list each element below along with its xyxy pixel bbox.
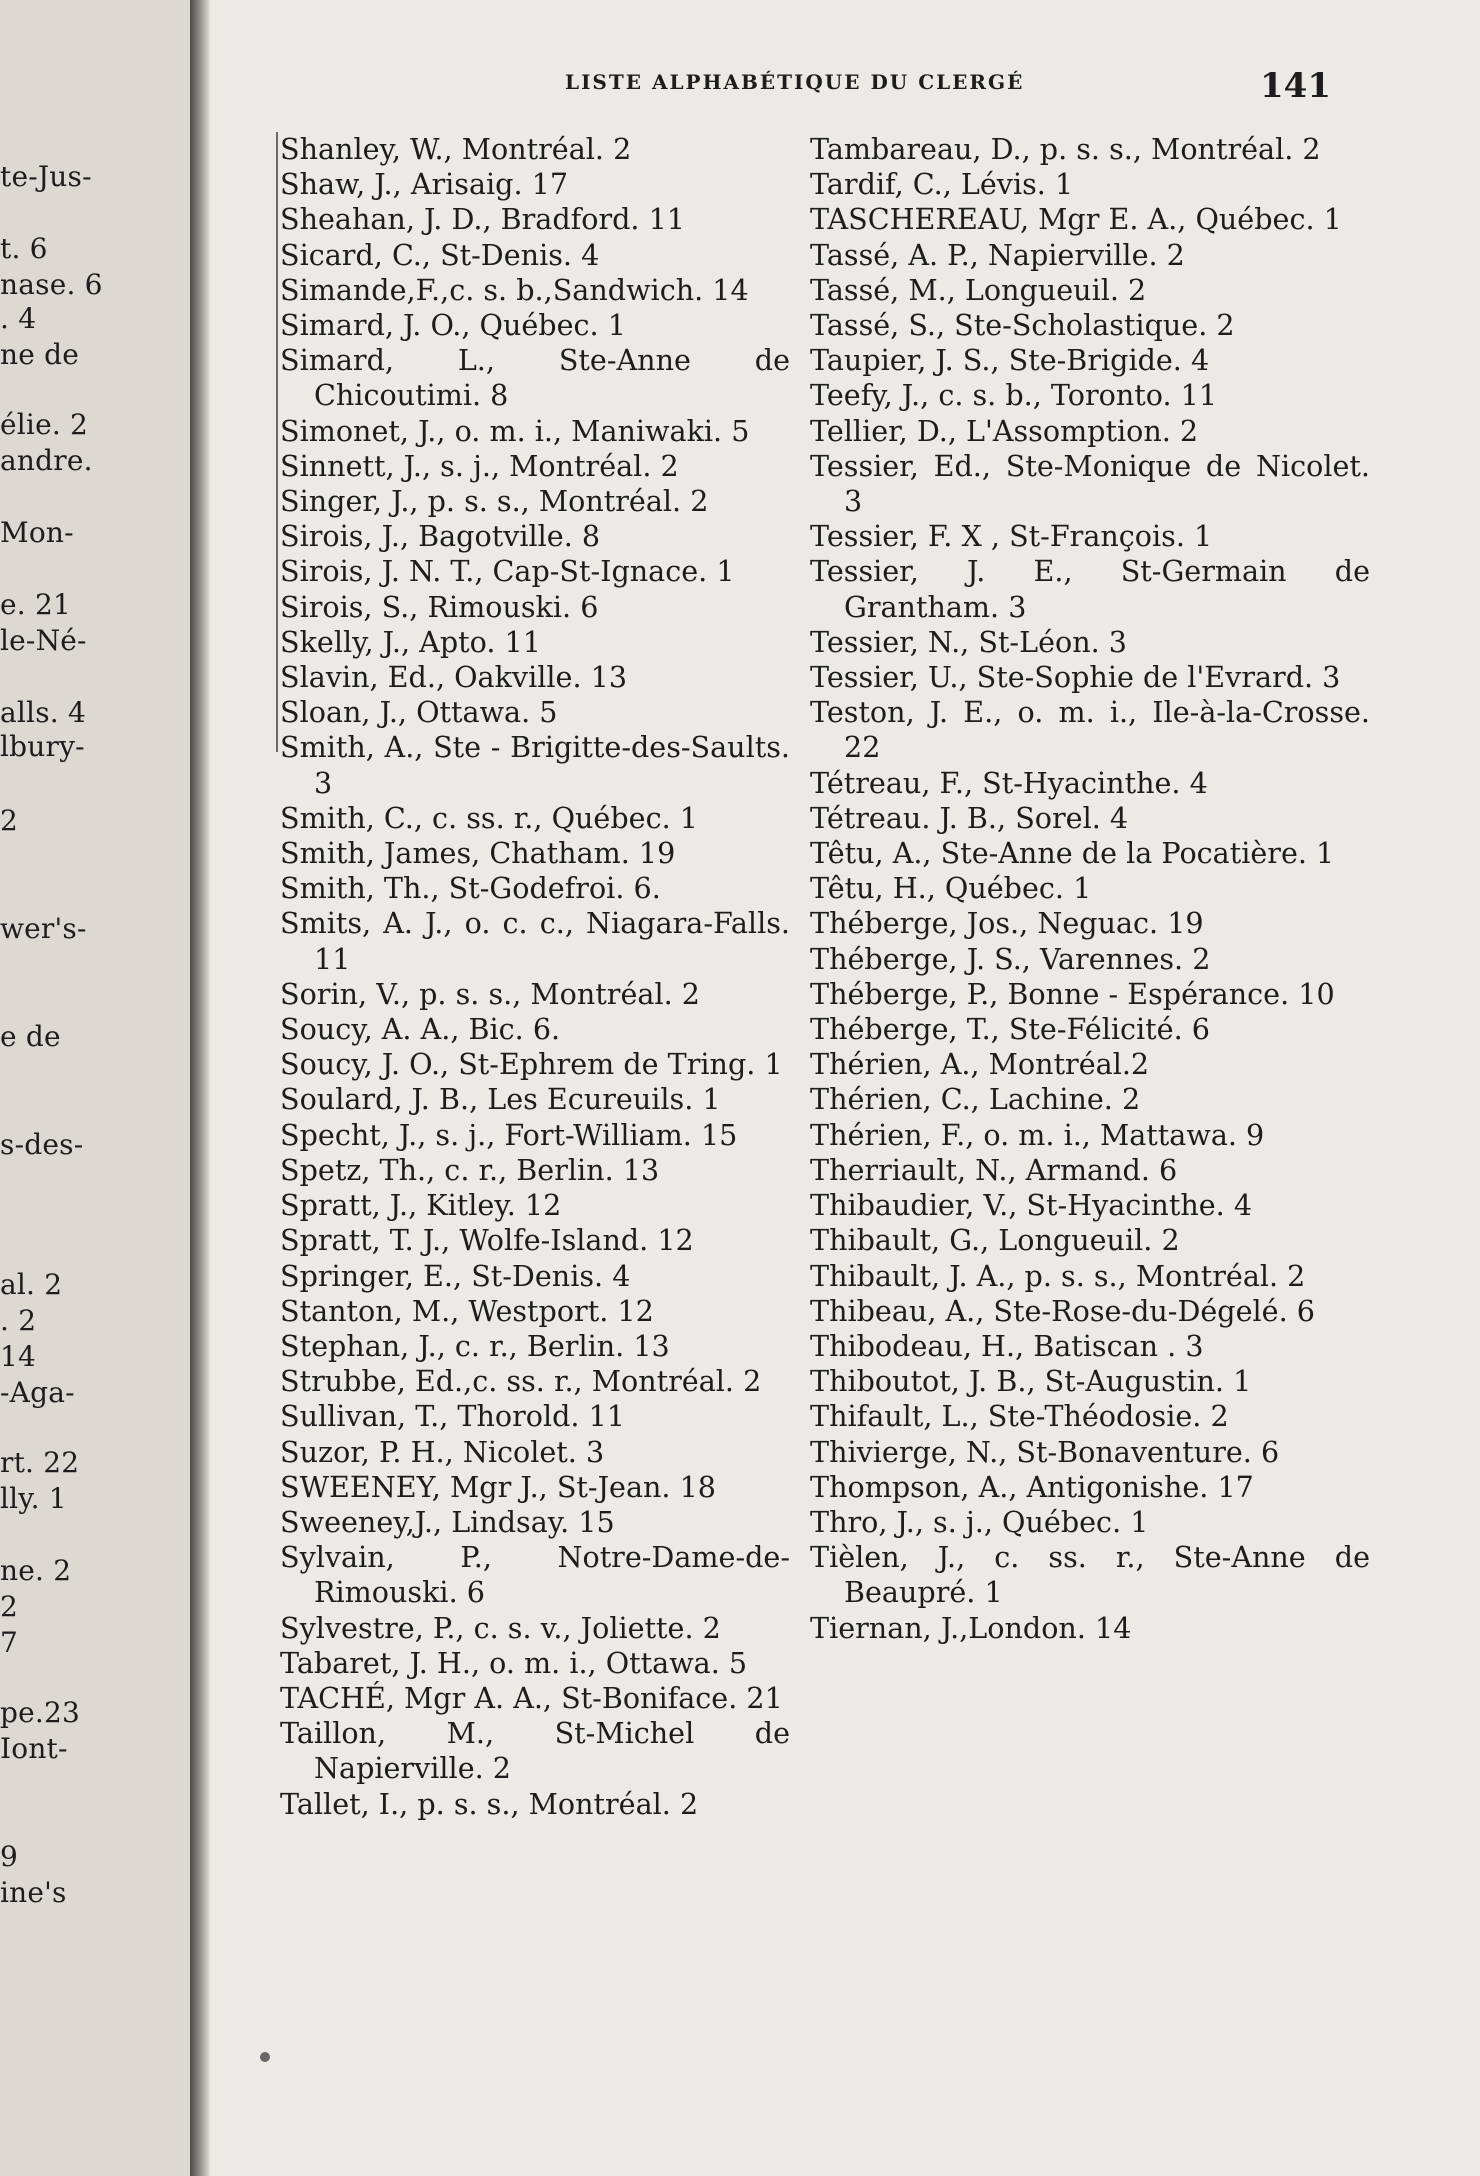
running-head: LISTE ALPHABÉTIQUE DU CLERGÉ: [565, 70, 1025, 94]
directory-entry: Spratt, J., Kitley. 12: [280, 1188, 562, 1223]
directory-entry: Tessier, N., St-Léon. 3: [810, 624, 1128, 659]
directory-entry: Sheahan, J. D., Bradford. 11: [280, 202, 685, 237]
facing-page-text: s-des-: [0, 1128, 84, 1161]
directory-entry: Tiernan, J.,London. 14: [810, 1610, 1132, 1645]
directory-entry: Théberge, T., Ste-Félicité. 6: [810, 1012, 1210, 1047]
document-page: [210, 0, 1480, 2176]
directory-entry: Strubbe, Ed.,c. ss. r., Montréal. 2: [280, 1364, 762, 1399]
facing-page-text: 7: [0, 1626, 19, 1659]
directory-entry: Spratt, T. J., Wolfe-Island. 12: [280, 1223, 694, 1258]
directory-entry: Tassé, A. P., Napierville. 2: [810, 237, 1185, 272]
directory-entry: Thibault, G., Longueuil. 2: [810, 1223, 1180, 1258]
directory-entry: Thibaudier, V., St-Hyacinthe. 4: [810, 1188, 1253, 1223]
directory-entry: Smith, Th., St-Godefroi. 6.: [280, 871, 661, 906]
directory-entry: Thibault, J. A., p. s. s., Montréal. 2: [810, 1258, 1306, 1293]
directory-entry: Thiboutot, J. B., St-Augustin. 1: [810, 1364, 1252, 1399]
directory-entry: Smits, A. J., o. c. c., Niagara-Falls. 11: [280, 906, 790, 976]
directory-entry: Thro, J., s. j., Québec. 1: [810, 1504, 1149, 1539]
directory-entry: Soulard, J. B., Les Ecureuils. 1: [280, 1082, 721, 1117]
directory-entry: Taillon, M., St-Michel de Napierville. 2: [280, 1716, 790, 1786]
directory-entry: Thérien, C., Lachine. 2: [810, 1082, 1141, 1117]
facing-page-text: wer's-: [0, 912, 87, 945]
directory-entry: Sullivan, T., Thorold. 11: [280, 1399, 625, 1434]
directory-entry: TACHÉ, Mgr A. A., St-Boniface. 21: [280, 1680, 783, 1715]
directory-entry: Tessier, Ed., Ste-Monique de Nicolet. 3: [810, 448, 1370, 519]
directory-entry: Thompson, A., Antigonishe. 17: [810, 1469, 1254, 1504]
directory-entry: Tétreau. J. B., Sorel. 4: [810, 800, 1129, 835]
directory-entry: Spetz, Th., c. r., Berlin. 13: [280, 1152, 660, 1187]
directory-entry: Sirois, S., Rimouski. 6: [280, 589, 599, 624]
directory-entry: Teston, J. E., o. m. i., Ile-à-la-Crosse. 22: [810, 695, 1370, 765]
directory-entry: Smith, James, Chatham. 19: [280, 836, 676, 871]
facing-page-text: al. 2: [0, 1268, 63, 1301]
directory-entry: Tessier, F. X , St-François. 1: [810, 519, 1213, 554]
directory-entry: Tardif, C., Lévis. 1: [810, 167, 1074, 202]
facing-page-text: -Aga-: [0, 1376, 75, 1409]
directory-entry: Sylvestre, P., c. s. v., Joliette. 2: [280, 1610, 721, 1645]
directory-entry: Sweeney,J., Lindsay. 15: [280, 1504, 615, 1539]
directory-entry: Sloan, J., Ottawa. 5: [280, 695, 558, 730]
directory-entry: SWEENEY, Mgr J., St-Jean. 18: [280, 1469, 716, 1504]
right-column: [810, 132, 1370, 1646]
directory-entry: Skelly, J., Apto. 11: [280, 624, 541, 659]
directory-entry: Simard, L., Ste-Anne de Chicoutimi. 8: [280, 343, 790, 413]
directory-entry: Théberge, J. S., Varennes. 2: [810, 941, 1211, 976]
directory-entry: Slavin, Ed., Oakville. 13: [280, 660, 628, 695]
directory-entry: Singer, J., p. s. s., Montréal. 2: [280, 484, 709, 519]
directory-entry: Thibodeau, H., Batiscan . 3: [810, 1328, 1204, 1363]
facing-page-text: 2: [0, 804, 19, 837]
facing-page-text: rt. 22: [0, 1446, 80, 1479]
margin-rule: [276, 132, 278, 752]
directory-entry: Specht, J., s. j., Fort-William. 15: [280, 1117, 738, 1152]
directory-entry: Suzor, P. H., Nicolet. 3: [280, 1434, 605, 1469]
facing-page-text: lbury-: [0, 730, 85, 763]
directory-entry: Sirois, J. N. T., Cap-St-Ignace. 1: [280, 554, 735, 589]
directory-entry: Thibeau, A., Ste-Rose-du-Dégelé. 6: [810, 1293, 1315, 1328]
facing-page-text: ne. 2: [0, 1554, 72, 1587]
facing-page-text: 14: [0, 1340, 37, 1373]
directory-entry: Shaw, J., Arisaig. 17: [280, 167, 569, 202]
facing-page-fragment: [0, 0, 190, 2176]
directory-entry: Simard, J. O., Québec. 1: [280, 308, 626, 343]
directory-entry: Thérien, A., Montréal.2: [810, 1047, 1150, 1082]
facing-page-text: e. 21: [0, 588, 71, 621]
directory-entry: Thérien, F., o. m. i., Mattawa. 9: [810, 1117, 1265, 1152]
directory-entry: Sicard, C., St-Denis. 4: [280, 237, 600, 272]
facing-page-text: Iont-: [0, 1732, 68, 1765]
directory-entry: Thifault, L., Ste-Théodosie. 2: [810, 1399, 1229, 1434]
directory-entry: Sylvain, P., Notre-Dame-de-Rimouski. 6: [280, 1540, 790, 1610]
directory-entry: Springer, E., St-Denis. 4: [280, 1258, 631, 1293]
facing-page-text: t. 6: [0, 232, 48, 265]
directory-entry: Tellier, D., L'Assomption. 2: [810, 413, 1199, 448]
directory-entry: Taupier, J. S., Ste-Brigide. 4: [810, 343, 1210, 378]
directory-entry: Théberge, Jos., Neguac. 19: [810, 906, 1204, 941]
facing-page-text: 2: [0, 1590, 19, 1623]
facing-page-text: Mon-: [0, 516, 74, 549]
directory-entry: Tessier, U., Ste-Sophie de l'Evrard. 3: [810, 660, 1341, 695]
facing-page-text: nase. 6: [0, 268, 103, 301]
directory-entry: Therriault, N., Armand. 6: [810, 1152, 1178, 1187]
directory-entry: Sirois, J., Bagotville. 8: [280, 519, 601, 554]
left-column: [280, 132, 790, 1822]
directory-entry: Théberge, P., Bonne - Espérance. 10: [810, 976, 1335, 1011]
directory-entry: Tabaret, J. H., o. m. i., Ottawa. 5: [280, 1645, 748, 1680]
directory-entry: Thivierge, N., St-Bonaventure. 6: [810, 1434, 1280, 1469]
page-number: 141: [1260, 66, 1331, 106]
directory-entry: Tessier, J. E., St-Germain de Grantham. 3: [810, 554, 1370, 624]
directory-entry: Têtu, A., Ste-Anne de la Pocatière. 1: [810, 836, 1335, 871]
directory-entry: Tièlen, J., c. ss. r., Ste-Anne de Beaupré. 1: [810, 1540, 1370, 1610]
facing-page-text: . 4: [0, 302, 37, 335]
directory-entry: Soucy, J. O., St-Ephrem de Tring. 1: [280, 1047, 783, 1082]
facing-page-text: le-Né-: [0, 624, 87, 657]
directory-entry: Tambareau, D., p. s. s., Montréal. 2: [810, 132, 1321, 166]
facing-page-text: 9: [0, 1840, 19, 1873]
directory-entry: Smith, C., c. ss. r., Québec. 1: [280, 800, 698, 835]
directory-entry: Simande,F.,c. s. b.,Sandwich. 14: [280, 272, 749, 307]
directory-entry: Tétreau, F., St-Hyacinthe. 4: [810, 765, 1208, 800]
facing-page-text: élie. 2: [0, 408, 89, 441]
directory-entry: Stanton, M., Westport. 12: [280, 1293, 654, 1328]
directory-entry: Teefy, J., c. s. b., Toronto. 11: [810, 378, 1218, 413]
directory-entry: Sorin, V., p. s. s., Montréal. 2: [280, 976, 700, 1011]
directory-entry: Smith, A., Ste - Brigitte-des-Saults. 3: [280, 730, 790, 800]
directory-entry: Sinnett, J., s. j., Montréal. 2: [280, 448, 679, 483]
directory-entry: Shanley, W., Montréal. 2: [280, 132, 632, 166]
facing-page-text: pe.23: [0, 1696, 81, 1729]
directory-entry: Soucy, A. A., Bic. 6.: [280, 1012, 561, 1047]
facing-page-text: . 2: [0, 1304, 37, 1337]
facing-page-text: te-Jus-: [0, 160, 92, 193]
directory-entry: Tassé, M., Longueuil. 2: [810, 272, 1147, 307]
directory-entry: Tallet, I., p. s. s., Montréal. 2: [280, 1786, 699, 1821]
directory-entry: TASCHEREAU, Mgr E. A., Québec. 1: [810, 202, 1342, 237]
directory-entry: Têtu, H., Québec. 1: [810, 871, 1092, 906]
paper-speck: [260, 2052, 270, 2062]
book-gutter: [190, 0, 210, 2176]
facing-page-text: alls. 4: [0, 696, 86, 729]
directory-entry: Stephan, J., c. r., Berlin. 13: [280, 1328, 670, 1363]
facing-page-text: ne de: [0, 338, 79, 371]
facing-page-text: andre.: [0, 444, 93, 477]
facing-page-text: lly. 1: [0, 1482, 67, 1515]
directory-entry: Simonet, J., o. m. i., Maniwaki. 5: [280, 413, 750, 448]
facing-page-text: ine's: [0, 1876, 67, 1909]
facing-page-text: e de: [0, 1020, 61, 1053]
directory-entry: Tassé, S., Ste-Scholastique. 2: [810, 308, 1235, 343]
